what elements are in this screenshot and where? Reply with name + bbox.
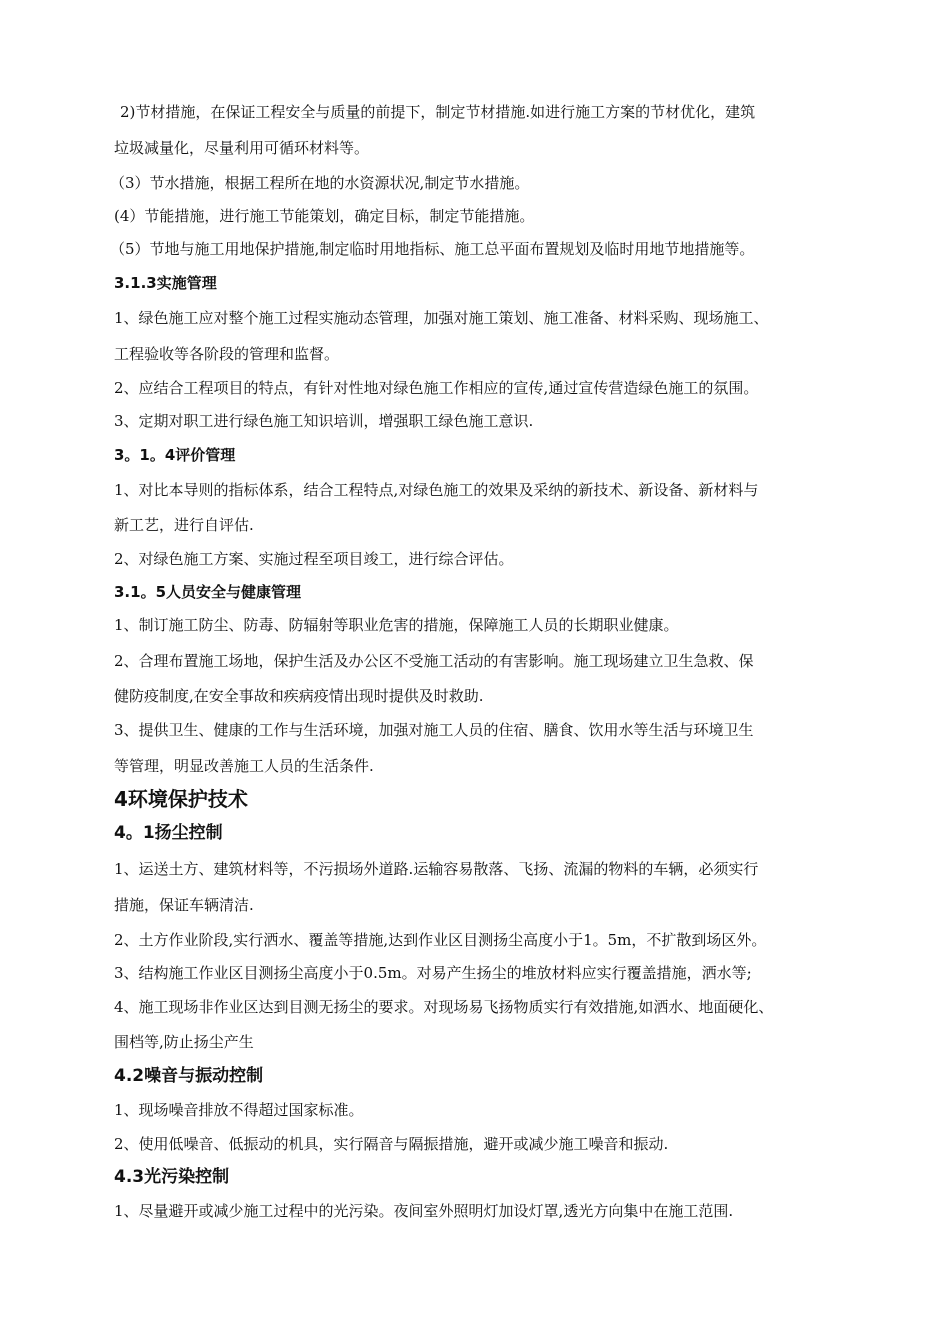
item-3-1-4-2: 2、对绿色施工方案、实施过程至项目竣工，进行综合评估。 (114, 550, 514, 568)
heading-3-1-4: 3。1。4评价管理 (114, 446, 236, 464)
heading-4: 4环境保护技术 (114, 787, 248, 811)
paragraph-material-saving-line1: 2)节材措施，在保证工程安全与质量的前提下，制定节材措施.如进行施工方案的节材优化，建筑 (120, 103, 756, 121)
item-4-1-3: 3、结构施工作业区目测扬尘高度小于0.5m。对易产生扬尘的堆放材料应实行覆盖措施，洒水等; (114, 964, 752, 982)
item-3-1-3-1-line2: 工程验收等各阶段的管理和监督。 (114, 345, 340, 363)
heading-4-2: 4.2噪音与振动控制 (114, 1066, 264, 1086)
item-3-1-5-1: 1、制订施工防尘、防毒、防辐射等职业危害的措施，保障施工人员的长期职业健康。 (114, 616, 679, 634)
item-4-1-1-line2: 措施，保证车辆清洁. (114, 896, 254, 914)
item-3-1-5-3-line1: 3、提供卫生、健康的工作与生活环境，加强对施工人员的住宿、膳食、饮用水等生活与环境卫生 (114, 721, 754, 739)
item-3-1-4-1-line2: 新工艺，进行自评估. (114, 516, 254, 534)
item-3-1-5-2-line1: 2、合理布置施工场地，保护生活及办公区不受施工活动的有害影响。施工现场建立卫生急救、保 (114, 652, 754, 670)
item-4-3-1: 1、尽量避开或减少施工过程中的光污染。夜间室外照明灯加设灯罩,透光方向集中在施工范围. (114, 1202, 734, 1220)
paragraph-energy-saving: (4）节能措施，进行施工节能策划，确定目标，制定节能措施。 (114, 207, 535, 225)
item-3-1-3-2: 2、应结合工程项目的特点，有针对性地对绿色施工作相应的宣传,通过宣传营造绿色施工的氛围。 (114, 379, 759, 397)
heading-4-1: 4。1扬尘控制 (114, 823, 223, 843)
item-4-1-4-line1: 4、施工现场非作业区达到目测无扬尘的要求。对现场易飞扬物质实行有效措施,如洒水、地面硬化、 (114, 998, 774, 1016)
item-3-1-3-1-line1: 1、绿色施工应对整个施工过程实施动态管理，加强对施工策划、施工准备、材料采购、现场施工、 (114, 309, 769, 327)
item-3-1-5-2-line2: 健防疫制度,在安全事故和疾病疫情出现时提供及时救助. (114, 687, 484, 705)
item-3-1-4-1-line1: 1、对比本导则的指标体系，结合工程特点,对绿色施工的效果及采纳的新技术、新设备、新材料与 (114, 481, 759, 499)
item-4-2-1: 1、现场噪音排放不得超过国家标准。 (114, 1101, 364, 1119)
item-4-1-4-line2: 围档等,防止扬尘产生 (114, 1033, 254, 1051)
paragraph-water-saving: （3）节水措施，根据工程所在地的水资源状况,制定节水措施。 (110, 174, 530, 192)
item-4-1-1-line1: 1、运送土方、建筑材料等，不污损场外道路.运输容易散落、飞扬、流漏的物料的车辆，必须实行 (114, 860, 759, 878)
item-4-1-2: 2、土方作业阶段,实行洒水、覆盖等措施,达到作业区目测扬尘高度小于1。5m，不扩散到场区外。 (114, 931, 767, 949)
item-4-2-2: 2、使用低噪音、低振动的机具，实行隔音与隔振措施，避开或减少施工噪音和振动. (114, 1135, 669, 1153)
heading-3-1-3: 3.1.3实施管理 (114, 274, 217, 292)
item-3-1-5-3-line2: 等管理，明显改善施工人员的生活条件. (114, 757, 374, 775)
item-3-1-3-3: 3、定期对职工进行绿色施工知识培训，增强职工绿色施工意识. (114, 412, 534, 430)
paragraph-material-saving-line2: 垃圾减量化，尽量利用可循环材料等。 (114, 139, 370, 157)
paragraph-land-saving: （5）节地与施工用地保护措施,制定临时用地指标、施工总平面布置规划及临时用地节地措施等。 (110, 240, 755, 258)
heading-3-1-5: 3.1。5人员安全与健康管理 (114, 583, 302, 601)
heading-4-3: 4.3光污染控制 (114, 1167, 230, 1187)
